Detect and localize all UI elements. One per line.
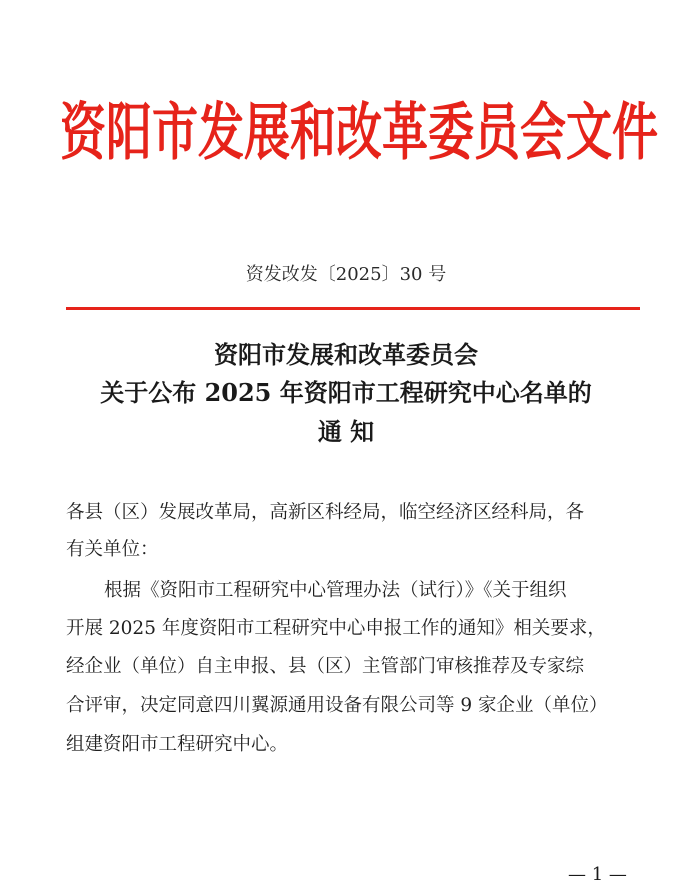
- body-line-5: 经企业（单位）自主申报、县（区）主管部门审核推荐及专家综: [66, 656, 585, 677]
- document-number: 资发改发〔2025〕30 号: [245, 264, 447, 285]
- body-line-4: 开展 2025 年度资阳市工程研究中心申报工作的通知》相关要求，: [66, 618, 606, 639]
- red-divider-line: [66, 307, 640, 310]
- body-line-6: 合评审，决定同意四川翼源通用设备有限公司等 9 家企业（单位）: [66, 695, 608, 716]
- notice-title-line-1: 资阳市发展和改革委员会: [214, 340, 478, 369]
- notice-title-line-2: 关于公布 2025 年资阳市工程研究中心名单的: [100, 378, 592, 407]
- body-line-2: 有关单位：: [66, 539, 159, 560]
- notice-title-line-3: 通 知: [317, 417, 375, 446]
- body-line-7: 组建资阳市工程研究中心。: [66, 734, 289, 755]
- body-line-3: 根据《资阳市工程研究中心管理办法（试行）》《关于组织: [104, 580, 567, 601]
- page-number: — 1 —: [568, 864, 627, 885]
- red-header-title: 资阳市发展和改革委员会文件: [60, 95, 658, 169]
- body-line-1: 各县（区）发展改革局，高新区科经局，临空经济区经科局，各: [66, 502, 585, 523]
